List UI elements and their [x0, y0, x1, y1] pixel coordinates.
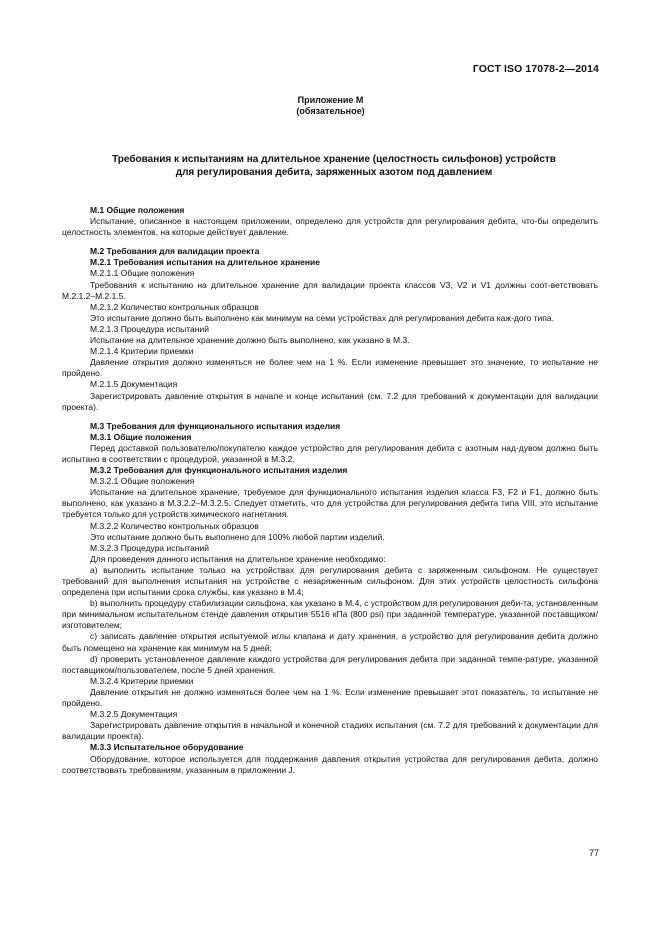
paragraph: М.2.1.1 Общие положения — [90, 268, 195, 279]
document-body — [62, 205, 598, 776]
section-heading: М.2 Требования для валидации проекта — [90, 246, 260, 257]
paragraph: М.3.2.4 Критерии приемки — [90, 675, 194, 686]
paragraph: М.2.1.4 Критерии приемки — [90, 346, 194, 357]
paragraph: Это испытание должно быть выполнено как минимум на семи устройствах для регулирования дебита каж-дого типа. — [90, 312, 554, 323]
appendix-heading — [0, 95, 661, 117]
appendix-title — [84, 154, 584, 179]
appendix-status: (обязательное) — [296, 106, 365, 116]
paragraph: Испытание на длительное хранение, требуемое для функционального испытания изделия класса F3, F2 и F1, должно быть выполнено, как указано в М.3.2.2–М.3.2.5. Следует отметить, что для устройства для регулирования дебита типа VIII, это испытание требуется только для устройств химического нагнетания. — [62, 487, 598, 520]
paragraph: М.2.1.3 Процедура испытаний — [90, 323, 209, 334]
section-heading: М.3.2 Требования для функционального испытания изделия — [90, 465, 348, 476]
paragraph: М.3.2.1 Общие положения — [90, 476, 195, 487]
paragraph: Оборудование, которое используется для поддержания давления открытия устройства для регулирования дебита, должно соответствовать требованиям, указанным в приложении J. — [62, 753, 598, 775]
section-heading: М.3.3 Испытательное оборудование — [90, 742, 244, 753]
paragraph: Требования к испытанию на длительное хранение для валидации проекта классов V3, V2 и V1 должны соот-ветствовать М.2.1.2–М.2.1.5. — [62, 279, 598, 301]
paragraph: Зарегистрировать давление открытия в начале и конце испытания (см. 7.2 для требований к документации для валидации проекта). — [62, 390, 598, 412]
paragraph: М.2.1.5 Документация — [90, 379, 178, 390]
paragraph: Зарегистрировать давление открытия в начальной и конечной стадиях испытания (см. 7.2 для требований к документации для валидации проекта). — [62, 720, 598, 742]
paragraph: a) выполнить испытание только на устройствах для регулирования дебита с заряженным сильфоном. Не существует требований для выполнения испытания на устройстве с незаряженным сильфоном. Для этих устройств целостность сильфона определена при испытании срока службы, как указано в М.4; — [62, 564, 598, 598]
paragraph: М.2.1.2 Количество контрольных образцов — [90, 301, 259, 312]
paragraph: Перед доставкой пользователю/покупателю каждое устройство для регулирования дебита с азотным над-дувом должно быть испытано в соответствии с процедурой, указанной в М.3.2. — [62, 442, 598, 464]
paragraph: d) проверить установленное давление каждого устройства для регулирования дебита при заданной темпе-ратуре, указанной поставщиком/пользователем, после 5 дней хранения. — [62, 653, 598, 675]
page-number: 77 — [588, 848, 599, 858]
paragraph: Это испытание должно быть выполнено для 100% любой партии изделий. — [90, 531, 385, 542]
appendix-name: Приложение М — [297, 95, 364, 105]
paragraph: М.3.2.5 Документация — [90, 709, 178, 720]
appendix-title-line-2: для регулирования дебита, заряженных азотом под давлением — [175, 166, 493, 178]
section-heading: М.3 Требования для функционального испытания изделия — [90, 420, 341, 431]
section-heading: М.1 Общие положения — [90, 205, 185, 215]
paragraph: c) записать давление открытия испытуемой иглы клапана и дату хранения, а устройство для регулирования дебита должно быть помещено на хранение как минимум на 5 дней; — [62, 631, 598, 653]
document-code: ГОСТ ISO 17078-2—2014 — [472, 63, 599, 75]
appendix-title-line-1: Требования к испытаниям на длительное хранение (целостность сильфонов) устройств — [112, 154, 556, 165]
paragraph: b) выполнить процедуру стабилизации сильфона, как указано в М.4, с устройством для регулирования деби-та, установленным при минимальном испытательном стенде давления открытия 5516 кПа (800 psi) при заданной температуре, указанной поставщиком/изготовителем; — [62, 598, 598, 631]
paragraph: М.3.2.2 Количество контрольных образцов — [90, 520, 259, 531]
paragraph: Давление открытия должно изменяться не более чем на 1 %. Если изменение превышает это значение, то испытание не пройдено. — [62, 357, 598, 379]
paragraph: Испытание, описанное в настоящем приложении, определено для устройств для регулирования дебита, что-бы определить целостность элементов, на которые действует давление. — [62, 216, 598, 238]
paragraph: М.3.2.3 Процедура испытаний — [90, 542, 209, 553]
paragraph: Давление открытия не должно изменяться более чем на 1 %. Если изменение превышает этот показатель, то испытание не пройдено. — [62, 686, 598, 709]
section-heading: М.3.1 Общие положения — [90, 431, 192, 442]
section-heading: М.2.1 Требования испытания на длительное хранение — [90, 257, 320, 268]
paragraph: Для проведения данного испытания на длительное хранение необходимо: — [90, 553, 386, 564]
paragraph: Испытание на длительное хранение должно быть выполнено, как указано в М.3. — [90, 335, 410, 346]
